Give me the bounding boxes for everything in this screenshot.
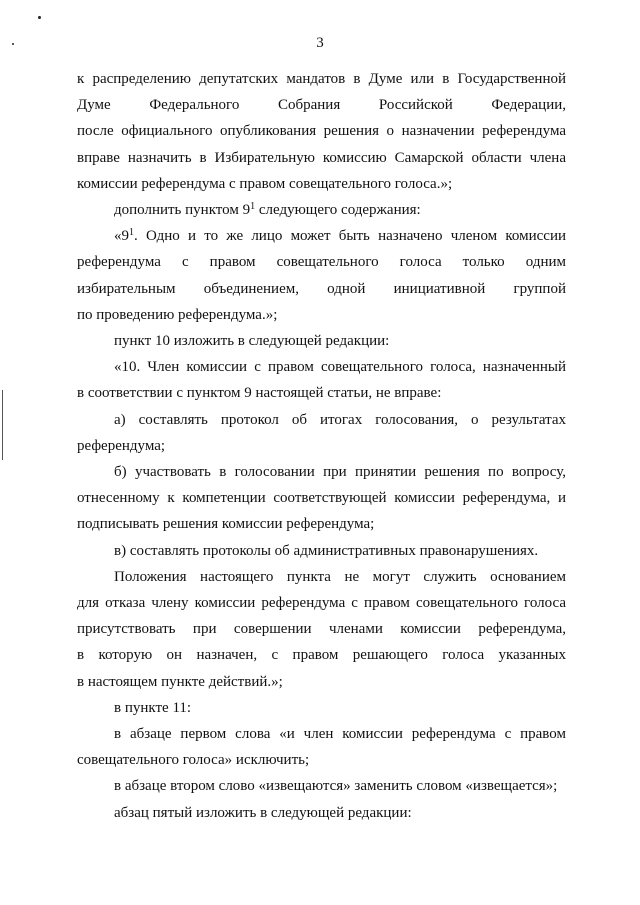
text-line: комиссии референдума с правом совещательного голоса.»; xyxy=(77,175,453,192)
paragraph-2 xyxy=(77,197,566,223)
text-line: для отказа члену комиссии референдума с правом совещательного голоса xyxy=(77,595,566,612)
text-fragment: дополнить пунктом 9 xyxy=(114,202,251,219)
text-line: присутствовать при совершении членами комиссии референдума, xyxy=(77,621,566,638)
superscript: 1 xyxy=(250,201,256,213)
text-line: в абзаце первом слова «и член комиссии референдума с правом xyxy=(114,726,566,743)
scan-edge-line xyxy=(2,390,3,460)
document-body xyxy=(77,66,566,826)
text-line: избирательным объединением, одной инициативной группой xyxy=(77,280,566,297)
scan-speck xyxy=(38,16,41,19)
text-line: б) участвовать в голосовании при принятии решения по вопросу, xyxy=(114,464,566,481)
paragraph-10: в пункте 11: xyxy=(114,699,192,716)
text-line: вправе назначить в Избирательную комиссию Самарской области члена xyxy=(77,149,566,166)
text-line: «10. Член комиссии с правом совещательного голоса, назначенный xyxy=(114,359,566,376)
text-line: в настоящем пункте действий.»; xyxy=(77,673,283,690)
text-line: отнесенному к компетенции соответствующей комиссии референдума, и xyxy=(77,490,566,507)
paragraph-8: в) составлять протоколы об административных правонарушениях. xyxy=(114,542,539,559)
text-line: Думе Федерального Собрания Российской Федерации, xyxy=(77,97,566,114)
text-line: а) составлять протокол об итогах голосования, о результатах xyxy=(114,411,566,428)
text-line: в которую он назначен, с правом решающего голоса указанных xyxy=(77,647,566,664)
paragraph-7 xyxy=(77,459,566,538)
text-line: после официального опубликования решения о назначении референдума xyxy=(77,123,566,140)
text-line: Положения настоящего пункта не могут служить основанием xyxy=(114,568,566,585)
superscript: 1 xyxy=(129,227,134,239)
paragraph-1 xyxy=(77,66,566,197)
paragraph-5 xyxy=(77,354,566,406)
text-line: референдума с правом совещательного голоса только одним xyxy=(77,254,566,271)
paragraph-12: в абзаце втором слово «извещаются» заменить словом «извещается»; xyxy=(114,778,558,795)
text-line: к распределению депутатских мандатов в Думе или в Государственной xyxy=(77,71,566,87)
text-fragment: «9 xyxy=(114,228,129,245)
text-line: референдума; xyxy=(77,437,166,454)
text-fragment: . Одно и то же лицо может быть назначено членом комиссии xyxy=(134,228,566,245)
paragraph-6 xyxy=(77,407,566,459)
paragraph-13: абзац пятый изложить в следующей редакции: xyxy=(114,804,412,821)
text-line: подписывать решения комиссии референдума; xyxy=(77,516,375,533)
paragraph-3 xyxy=(77,223,566,328)
paragraph-4: пункт 10 изложить в следующей редакции: xyxy=(114,333,390,350)
scan-speck xyxy=(12,43,14,45)
text-line: совещательного голоса» исключить; xyxy=(77,752,310,769)
text-line xyxy=(77,223,566,249)
paragraph-9 xyxy=(77,564,566,695)
page-number: 3 xyxy=(316,35,324,51)
text-fragment: следующего содержания: xyxy=(255,202,421,219)
paragraph-11 xyxy=(77,721,566,773)
text-line: по проведению референдума.»; xyxy=(77,306,278,323)
text-line: в соответствии с пунктом 9 настоящей статьи, не вправе: xyxy=(77,385,442,402)
